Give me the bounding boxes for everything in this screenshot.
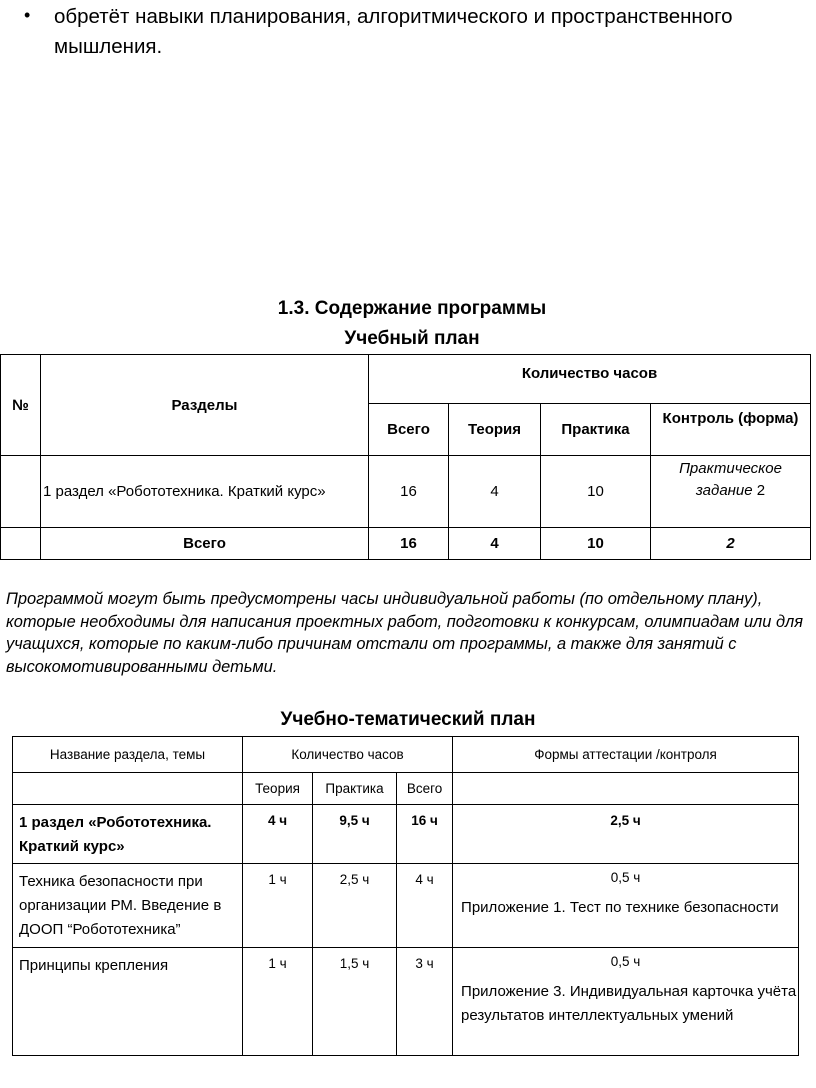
theme-row3-practice: 1,5 ч xyxy=(313,948,397,1056)
theme-header-theory: Теория xyxy=(243,773,313,805)
theme-row2-theory: 1 ч xyxy=(243,864,313,948)
plan-row1-theory: 4 xyxy=(449,456,541,528)
table-row xyxy=(1,528,811,560)
theme-row2-name: Техника безопасности при организации РМ. Введение в ДООП “Робототехника” xyxy=(13,864,243,948)
theme-row3-attestation xyxy=(453,948,799,1056)
plan-header-practice: Практика xyxy=(541,404,651,456)
theme-header-name: Название раздела, темы xyxy=(13,737,243,773)
theme-row1-attestation: 2,5 ч xyxy=(453,805,799,864)
plan-header-theory: Теория xyxy=(449,404,541,456)
plan-total-total: 16 xyxy=(369,528,449,560)
intro-bullet-text: обретёт навыки планирования, алгоритмического и пространственного мышления. xyxy=(54,5,733,58)
program-note: Программой могут быть предусмотрены часы индивидуальной работы (по отдельному плану), которые необходимы для написания проектных работ, подготовки к конкурсам, олимпиадам или для учащихся, которые по каким-либо причинам отстали от программы, а также для занятий с высокомотивированными детьми. xyxy=(6,590,804,676)
plan-row1-num xyxy=(1,456,41,528)
plan-row1-control-value: 2 xyxy=(752,482,766,499)
section-title: 1.3. Содержание программы xyxy=(277,298,547,319)
theme-row2-attestation xyxy=(453,864,799,948)
plan-header-control: Контроль (форма) xyxy=(651,404,811,456)
table-row xyxy=(13,864,799,948)
theme-header-practice: Практика xyxy=(313,773,397,805)
plan-total-label: Всего xyxy=(41,528,369,560)
theme-row1-practice: 9,5 ч xyxy=(313,805,397,864)
thematic-plan-table xyxy=(12,736,799,1056)
plan-total-num xyxy=(1,528,41,560)
table-row xyxy=(13,805,799,864)
theme-header-hours: Количество часов xyxy=(243,737,453,773)
theme-row2-practice: 2,5 ч xyxy=(313,864,397,948)
plan-header-num: № xyxy=(1,355,41,456)
theme-row3-name: Принципы крепления xyxy=(13,948,243,1056)
theme-header-forms-empty xyxy=(453,773,799,805)
theme-row1-name: 1 раздел «Робототехника. Краткий курс» xyxy=(13,805,243,864)
theme-row1-total: 16 ч xyxy=(397,805,453,864)
plan-total-control: 2 xyxy=(651,528,811,560)
theme-row1-theory: 4 ч xyxy=(243,805,313,864)
bullet-marker: • xyxy=(24,5,31,25)
table-row xyxy=(13,948,799,1056)
theme-header-empty xyxy=(13,773,243,805)
plan-row1-control-form: Практическое задание xyxy=(679,460,782,499)
plan-row1-name: 1 раздел «Робототехника. Краткий курс» xyxy=(41,456,369,528)
study-plan-table xyxy=(0,354,811,560)
plan-header-sections: Разделы xyxy=(41,355,369,456)
table-row xyxy=(1,456,811,528)
plan-total-theory: 4 xyxy=(449,528,541,560)
plan-row1-control xyxy=(651,456,811,528)
theme-row2-att-desc: Приложение 1. Тест по технике безопасности xyxy=(461,899,779,916)
theme-row3-att-desc: Приложение 3. Индивидуальная карточка учёта результатов интеллектуальных умений xyxy=(461,983,797,1024)
theme-row3-att-value: 0,5 ч xyxy=(610,954,641,969)
plan-row1-total: 16 xyxy=(369,456,449,528)
plan-row1-practice: 10 xyxy=(541,456,651,528)
theme-row2-total: 4 ч xyxy=(397,864,453,948)
theme-row3-total: 3 ч xyxy=(397,948,453,1056)
plan-title: Учебный план xyxy=(344,328,480,349)
theme-plan-title: Учебно-тематический план xyxy=(280,709,536,730)
theme-row3-theory: 1 ч xyxy=(243,948,313,1056)
plan-total-practice: 10 xyxy=(541,528,651,560)
theme-header-total: Всего xyxy=(397,773,453,805)
plan-header-total: Всего xyxy=(369,404,449,456)
theme-row2-att-value: 0,5 ч xyxy=(610,870,641,885)
plan-header-hours: Количество часов xyxy=(369,355,811,404)
theme-header-forms: Формы аттестации /контроля xyxy=(453,737,799,773)
